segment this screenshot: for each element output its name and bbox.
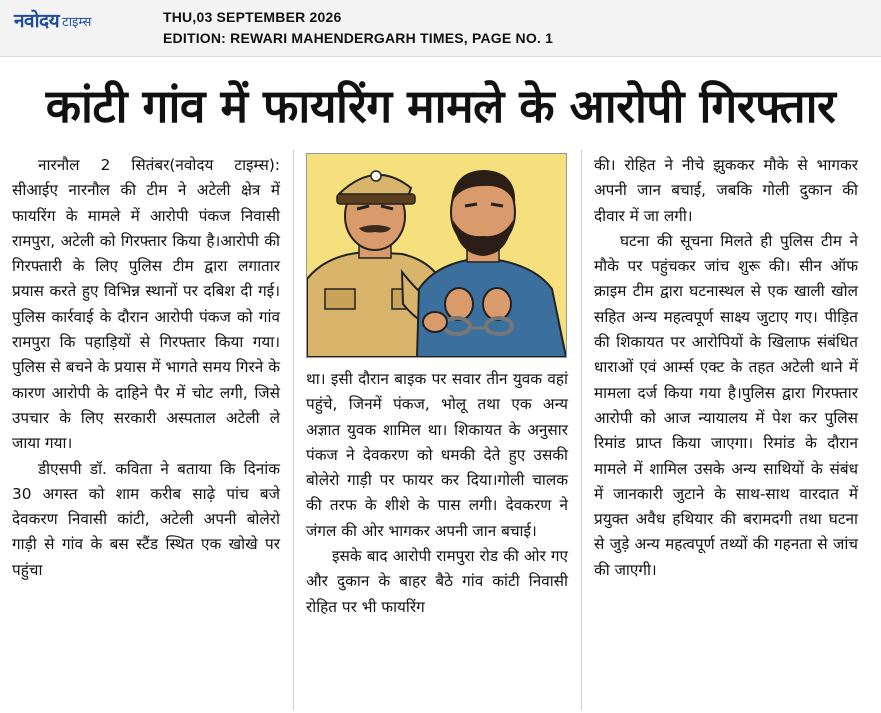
- newspaper-logo: [14, 10, 91, 32]
- article-column-2: [306, 367, 568, 620]
- paragraph: नारनौल 2 सितंबर(नवोदय टाइम्स): सीआईए नारनौल की टीम ने अटेली क्षेत्र में फायरिंग के मामले में आरोपी पंकज निवासी रामपुरा, अटेली को गिरफ्तार किया है।आरोपी की गिरफ्तारी के लिए पुलिस टीम द्वारा लगातार प्रयास करते हुए विभिन्न स्थानों पर दबिश दी गई। पुलिस कार्रवाई के दौरान आरोपी पंकज को गांव रामपुरा कि पहाड़ियों से गिरफ्तार किया गया। पुलिस से बचने के प्रयास में भागते समय गिरने के कारण आरोपी के दाहिने पैर में चोट लगी, जिसे उपचार के लिए सरकारी अस्पताल अटेली ले जाया गया।: [12, 156, 280, 453]
- paragraph: घटना की सूचना मिलते ही पुलिस टीम ने मौके पर पहुंचकर जांच शुरू की। सीन ऑफ क्राइम टीम द्वारा घटनास्थल से एक खाली खोल सहित अन्य महत्वपूर्ण साक्ष्य जुटाए गए। पीड़ित की शिकायत पर आरोपियों के खिलाफ संबंधित धाराओं एवं आर्म्स एक्ट के तहत अटेली थाने में मामला दर्ज किया गया है।पुलिस द्वारा गिरफ्तार आरोपी को आज न्यायालय में पेश कर पुलिस रिमांड प्राप्त किया जाएगा। रिमांड के दौरान मामले में शामिल उसके अन्य साथियों के संबंध में जानकारी जुटाने के साथ-साथ वारदात में प्रयुक्त अवैध हथियार की बरामदगी तथा घटना से जुड़े अन्य महत्वपूर्ण तथ्यों की गहनता से जांच की जाएगी।: [594, 231, 858, 579]
- publication-date: THU,03 SEPTEMBER 2026: [163, 9, 342, 25]
- arrest-illustration: [306, 153, 567, 358]
- logo-sub-text: टाइम्स: [62, 15, 92, 30]
- article-column-1: [12, 153, 280, 583]
- paragraph: की। रोहित ने नीचे झुककर मौके से भागकर अपनी जान बचाई, जबकि गोली दुकान की दीवार में जा लगी।: [594, 156, 858, 225]
- article-headline: कांटी गांव में फायरिंग मामले के आरोपी गिरफ्तार: [45, 79, 836, 133]
- masthead-bar: [0, 0, 881, 57]
- edition-info: EDITION: REWARI MAHENDERGARH TIMES, PAGE NO. 1: [163, 30, 554, 46]
- column-divider: [293, 150, 294, 710]
- paragraph: इसके बाद आरोपी रामपुरा रोड की ओर गए और दुकान के बाहर बैठे गांव कांटी निवासी रोहित पर भी फायरिंग: [306, 547, 568, 616]
- column-divider: [581, 150, 582, 710]
- logo-main-text: नवोदय: [14, 10, 60, 32]
- article-column-3: [594, 153, 858, 583]
- paragraph: था। इसी दौरान बाइक पर सवार तीन युवक वहां पहुंचे, जिनमें पंकज, भोलू तथा एक अन्य अज्ञात युवक शामिल था। शिकायत के अनुसार पंकज ने देवकरण को धमकी देते हुए उसकी बोलेरो गाड़ी पर फायर कर दिया।गोली चालक की तरफ के शीशे के पास लगी। देवकरण ने जंगल की ओर भागकर अपनी जान बचाई।: [306, 370, 568, 540]
- paragraph: डीएसपी डॉ. कविता ने बताया कि दिनांक 30 अगस्त को शाम करीब साढ़े पांच बजे देवकरण निवासी कांटी, अटेली अपनी बोलेरो गाड़ी से गांव के बस स्टैंड स्थित एक खोखे पर पहुंचा: [12, 459, 280, 579]
